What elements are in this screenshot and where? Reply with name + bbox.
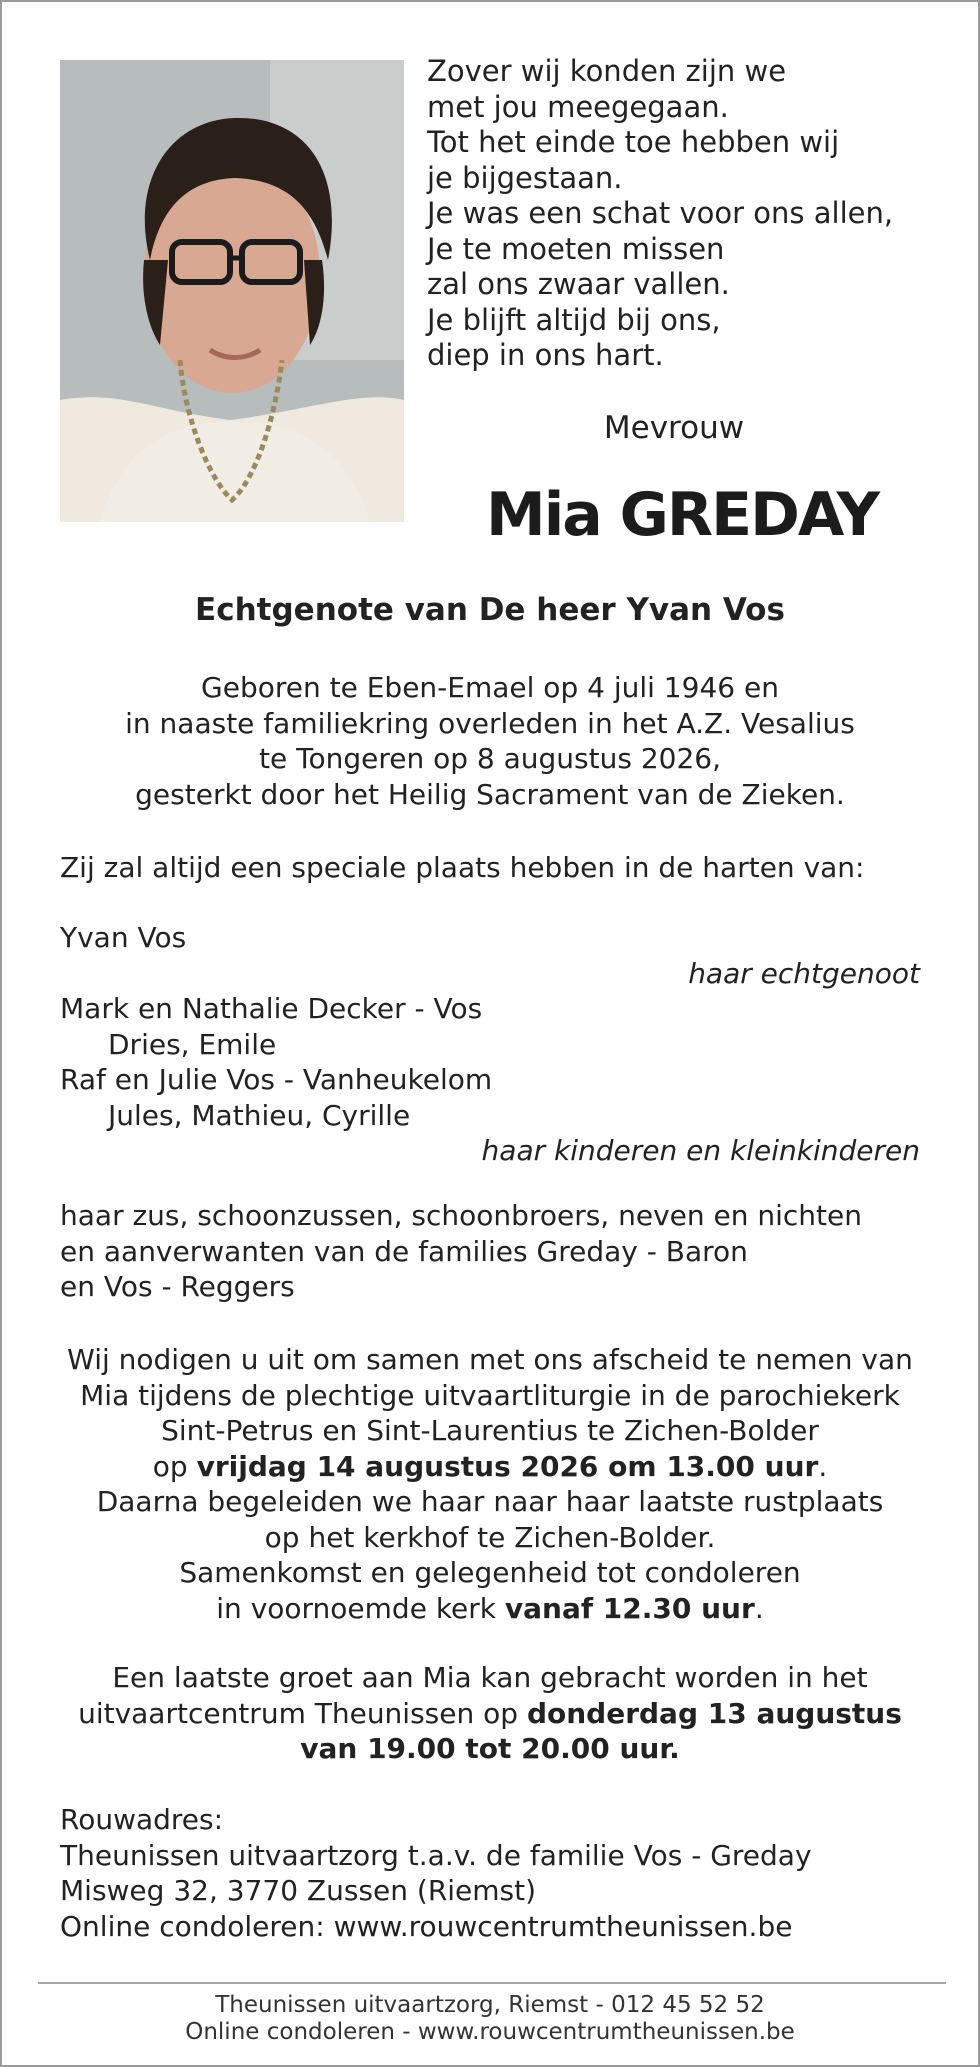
text-line <box>42 1591 938 1627</box>
gathering-time: vanaf 12.30 uur <box>504 1591 755 1625</box>
text-line: te Tongeren op 8 augustus 2026, <box>259 742 721 775</box>
text-line: en Vos - Reggers <box>60 1270 295 1303</box>
text-fragment: in voornoemde kerk <box>216 1591 505 1625</box>
portrait-photo <box>60 60 404 522</box>
text-line: Daarna begeleiden we haar naar haar laatste rustplaats <box>96 1485 884 1518</box>
family-list <box>60 920 920 1169</box>
footer-divider <box>38 1982 946 1984</box>
birth-death-text <box>42 670 938 812</box>
text-line: op het kerkhof te Zichen-Bolder. <box>264 1520 716 1554</box>
text-line: en aanverwanten van de families Greday - Baron <box>60 1234 748 1268</box>
poem-line: Zover wij konden zijn we <box>427 54 787 88</box>
visit-time: van 19.00 tot 20.00 uur. <box>300 1732 680 1765</box>
family-intro: Zij zal altijd een speciale plaats hebben in de harten van: <box>60 851 865 884</box>
mourning-address <box>60 1802 920 1944</box>
spouse-name: Yvan Vos <box>60 921 187 954</box>
poem-line: diep in ons hart. <box>427 338 664 372</box>
address-line: Misweg 32, 3770 Zussen (Riemst) <box>60 1874 537 1907</box>
visit-date: donderdag 13 augustus <box>526 1696 902 1730</box>
deceased-name: Mia GREDAY <box>485 480 879 550</box>
text-line: Samenkomst en gelegenheid tot condoleren <box>179 1556 801 1589</box>
text-fragment: uitvaartcentrum Theunissen op <box>78 1696 527 1730</box>
text-line <box>42 1731 938 1767</box>
text-line <box>42 1696 938 1732</box>
spouse-line: Echtgenote van De heer Yvan Vos <box>195 592 785 628</box>
text-line: Een laatste groet aan Mia kan gebracht worden in het <box>112 1661 868 1694</box>
poem-line: zal ons zwaar vallen. <box>427 267 730 301</box>
address-label: Rouwadres: <box>60 1803 224 1836</box>
salutation: Mevrouw <box>603 410 745 446</box>
text-line: gesterkt door het Heilig Sacrament van de Zieken. <box>135 777 845 811</box>
grandchildren: Jules, Mathieu, Cyrille <box>108 1098 411 1132</box>
child-family: Mark en Nathalie Decker - Vos <box>60 992 483 1025</box>
text-fragment: op <box>152 1449 197 1483</box>
text-line: haar zus, schoonzussen, schoonbroers, neven en nichten <box>60 1199 863 1232</box>
poem <box>427 54 893 374</box>
spouse-relation: haar echtgenoot <box>688 956 920 990</box>
text-line: Geboren te Eben-Emael op 4 juli 1946 en <box>201 671 779 704</box>
online-condolence: Online condoleren: www.rouwcentrumtheunissen.be <box>60 1909 793 1943</box>
funeral-datetime: vrijdag 14 augustus 2026 om 13.00 uur <box>196 1449 819 1483</box>
text-line: Mia tijdens de plechtige uitvaartliturgie in de parochiekerk <box>80 1378 900 1412</box>
text-line: Wij nodigen u uit om samen met ons afscheid te nemen van <box>67 1343 913 1376</box>
children-relation: haar kinderen en kleinkinderen <box>481 1134 920 1167</box>
funeral-invitation <box>42 1342 938 1626</box>
child-family: Raf en Julie Vos - Vanheukelom <box>60 1063 493 1096</box>
relatives <box>60 1198 920 1305</box>
poem-line: Tot het einde toe hebben wij <box>427 125 840 159</box>
address-line: Theunissen uitvaartzorg t.a.v. de familie Vos - Greday <box>60 1838 812 1872</box>
text-line <box>42 1449 938 1485</box>
poem-line: Je blijft altijd bij ons, <box>427 302 721 337</box>
text-line: Sint-Petrus en Sint-Laurentius te Zichen-Bolder <box>161 1414 819 1447</box>
footer <box>2 1992 978 2046</box>
grandchildren: Dries, Emile <box>108 1027 277 1061</box>
poem-line: je bijgestaan. <box>427 160 623 195</box>
poem-line: Je te moeten missen <box>427 231 725 266</box>
farewell-visit <box>42 1660 938 1767</box>
text-fragment: . <box>818 1449 828 1483</box>
poem-line: Je was een schat voor ons allen, <box>427 196 894 230</box>
footer-line: Online condoleren - www.rouwcentrumtheunissen.be <box>185 2019 795 2045</box>
footer-line: Theunissen uitvaartzorg, Riemst - 012 45 52 52 <box>215 1992 765 2018</box>
text-line: in naaste familiekring overleden in het A.Z. Vesalius <box>125 706 855 740</box>
poem-line: met jou meegegaan. <box>427 89 729 124</box>
text-fragment: . <box>754 1591 764 1625</box>
portrait-image <box>60 60 404 522</box>
